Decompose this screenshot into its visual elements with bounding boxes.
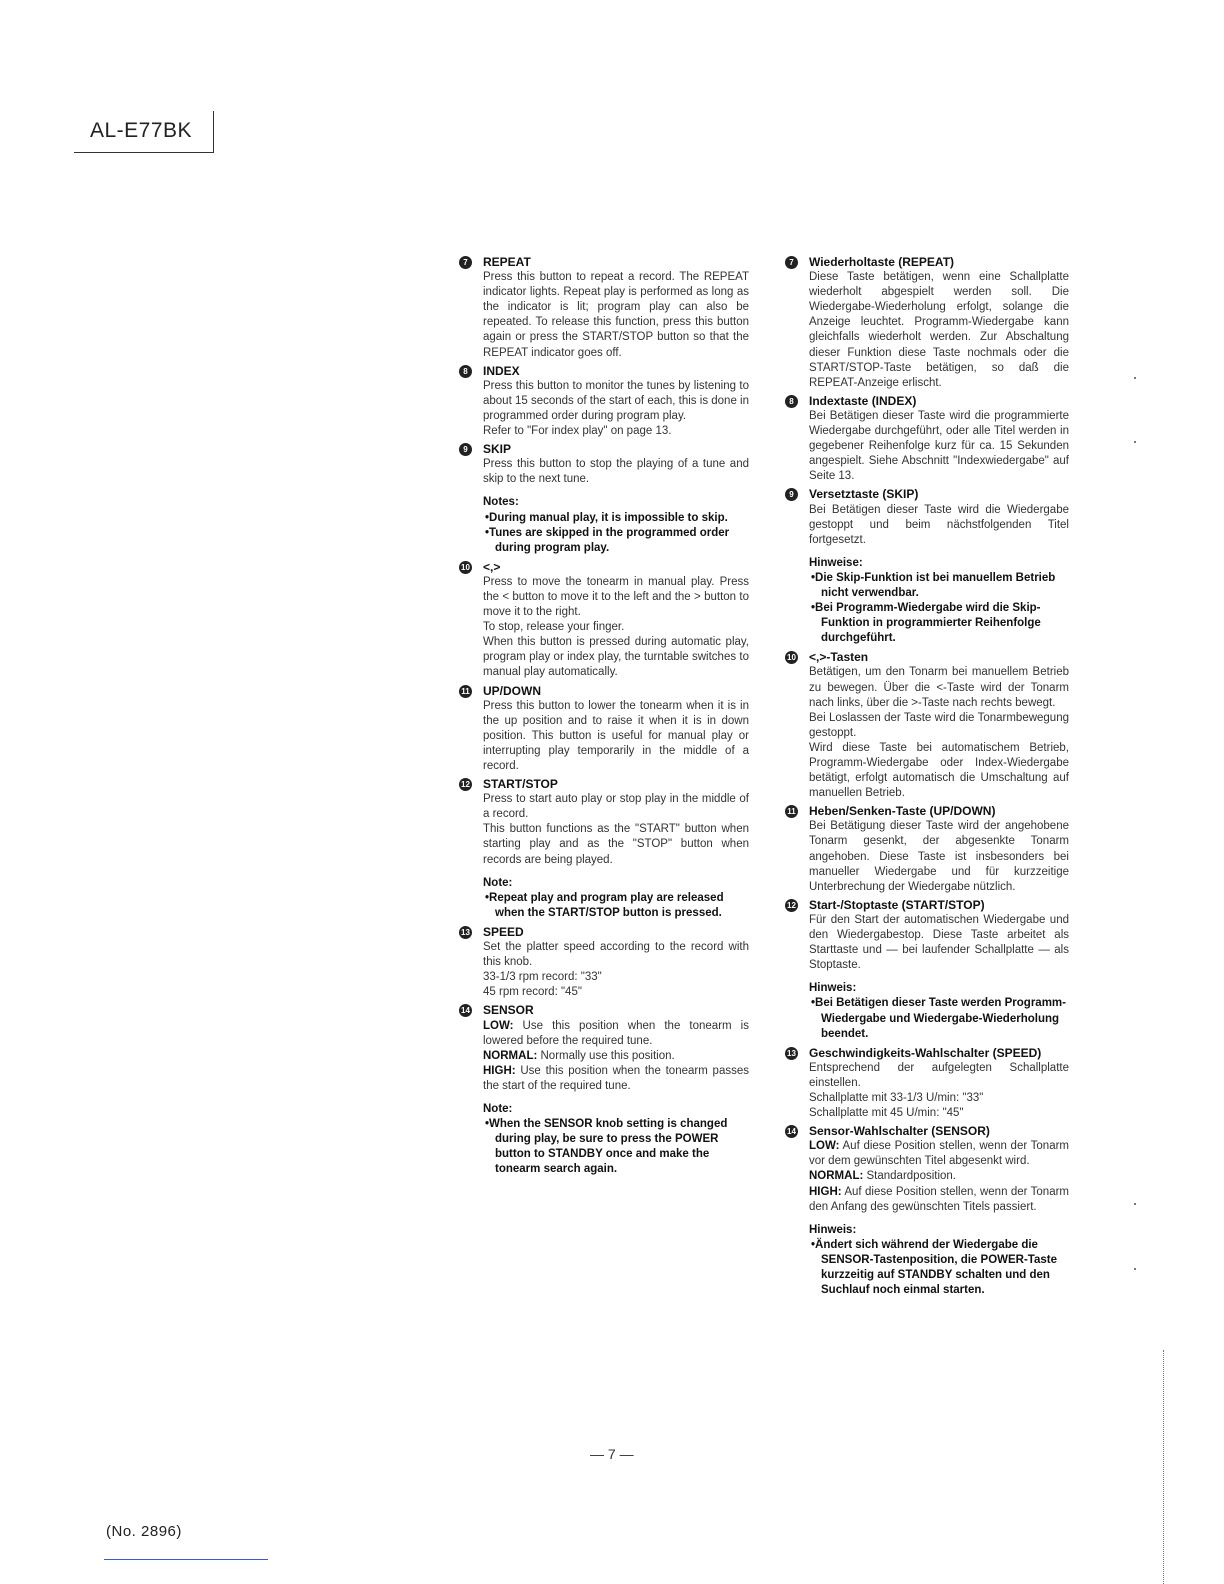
section-9 (785, 487, 1069, 646)
paragraph: When this button is pressed during automatic play, program play or index play, the turntable switches to manual play automatically. (483, 636, 749, 679)
position-key: NORMAL: (809, 1170, 864, 1183)
section-11 (459, 684, 749, 775)
paragraph: Wird diese Taste bei automatischem Betrieb, Programm-Wiedergabe oder Index-Wiedergabe betätigt, erfolgt automatisch die Umschaltung auf manuellen Betrieb. (809, 741, 1069, 800)
note-item: • Tunes are skipped in the programmed order during program play. (483, 526, 749, 556)
model-rule-line (74, 152, 214, 153)
position-key: NORMAL: (483, 1049, 538, 1062)
model-tick-line (213, 111, 214, 153)
paragraph: Press this button to repeat a record. The REPEAT indicator lights. Repeat play is performed as long as the indicator is lit; program play can also be repeated. To release this function, press this button again or press the START/STOP button so that the REPEAT indicator goes off. (483, 271, 749, 359)
notes-block (483, 876, 749, 921)
position-key: HIGH: (809, 1185, 842, 1198)
item-number-badge: 14 (459, 1004, 472, 1017)
section-title: Wiederholtaste (REPEAT) (809, 255, 955, 269)
scan-speck (1134, 377, 1136, 379)
section-body (483, 699, 749, 774)
section-body (809, 1061, 1069, 1121)
section-12 (459, 777, 749, 921)
notes-block (809, 981, 1069, 1041)
section-body (809, 913, 1069, 973)
note-item: • Bei Programm-Wiedergabe wird die Skip-Funktion in programmierter Reihenfolge durchgeführt. (809, 601, 1069, 646)
section-11 (785, 804, 1069, 895)
scan-edge (1163, 1350, 1165, 1584)
section-title: Versetztaste (SKIP) (809, 487, 919, 502)
section-body (483, 379, 749, 439)
section-title: Start-/Stoptaste (START/STOP) (809, 897, 985, 912)
paragraph: 45 rpm record: "45" (483, 986, 582, 999)
section-7 (459, 255, 749, 361)
section-title: Geschwindigkeits-Wahlschalter (SPEED) (809, 1045, 1042, 1060)
section-7 (785, 255, 1069, 391)
item-number-badge: 10 (785, 651, 798, 664)
section-10 (459, 560, 749, 681)
section-body (809, 409, 1069, 484)
position-definition (483, 1019, 749, 1049)
position-definition (483, 1049, 749, 1064)
item-number-badge: 8 (459, 365, 472, 378)
scan-speck (1134, 1268, 1136, 1270)
note-item: • When the SENSOR knob setting is changed during play, be sure to press the POWER button to STANDBY once and make the tonearm search again. (483, 1117, 749, 1177)
notes-heading: Note: (483, 876, 513, 889)
item-number-badge: 7 (785, 256, 798, 269)
item-number-badge: 13 (459, 926, 472, 939)
position-text: Use this position when the tonearm passes the start of the required tune. (483, 1064, 749, 1092)
item-number-badge: 14 (785, 1125, 798, 1138)
section-12 (785, 898, 1069, 1042)
section-body (809, 503, 1069, 548)
notes-heading: Note: (483, 1102, 513, 1115)
section-13 (459, 925, 749, 1000)
paragraph: Entsprechend der aufgelegten Schallplatte einstellen. (809, 1061, 1069, 1089)
section-body (809, 1139, 1069, 1214)
notes-block (809, 556, 1069, 647)
paragraph: Set the platter speed according to the record with this knob. (483, 941, 749, 969)
item-number-badge: 9 (459, 443, 472, 456)
paragraph: Für den Start der automatischen Wiedergabe und den Wiedergabestop. Diese Taste arbeitet als Starttaste und — bei laufender Schallplatte — als Stoptaste. (809, 913, 1069, 972)
item-number-badge: 12 (459, 778, 472, 791)
item-number-badge: 11 (785, 805, 798, 818)
section-title: INDEX (483, 363, 520, 378)
german-column (785, 255, 1069, 1302)
position-definition (809, 1185, 1069, 1215)
document-number: (No. 2896) (106, 1523, 182, 1540)
notes-block (483, 1102, 749, 1177)
model-number: AL-E77BK (90, 119, 193, 142)
section-14 (459, 1003, 749, 1177)
position-text: Auf diese Position stellen, wenn der Tonarm vor dem gewünschten Titel abgesenkt wird. (809, 1140, 1070, 1168)
paragraph: Bei Betätigen dieser Taste wird die Wiedergabe gestoppt und beim nächstfolgenden Titel fortgesetzt. (809, 503, 1069, 546)
section-body (483, 940, 749, 1000)
section-title: Indextaste (INDEX) (809, 393, 917, 408)
note-item: • Die Skip-Funktion ist bei manuellem Betrieb nicht verwendbar. (809, 571, 1069, 601)
section-8 (459, 364, 749, 439)
item-number-badge: 7 (459, 256, 472, 269)
section-body (483, 457, 749, 487)
paragraph: Press to start auto play or stop play in the middle of a record. (483, 793, 749, 821)
notes-heading: Hinweise: (809, 556, 863, 569)
paragraph: To stop, release your finger. (483, 621, 625, 634)
note-item: • During manual play, it is impossible to skip. (483, 511, 749, 526)
section-title: Heben/Senken-Taste (UP/DOWN) (809, 804, 996, 819)
section-body (483, 575, 749, 681)
position-definition (483, 1064, 749, 1094)
position-text: Use this position when the tonearm is lowered before the required tune. (483, 1019, 749, 1047)
section-14 (785, 1124, 1069, 1298)
section-13 (785, 1046, 1069, 1121)
scan-speck (1134, 441, 1136, 443)
paragraph: Press this button to monitor the tunes by listening to about 15 seconds of the start of each, this is done in programmed order during program play. (483, 379, 749, 422)
paragraph: Press this button to stop the playing of a tune and skip to the next tune. (483, 458, 749, 486)
page-number: — 7 — (590, 1446, 634, 1462)
position-key: LOW: (483, 1019, 514, 1032)
item-number-badge: 9 (785, 488, 798, 501)
section-body (483, 270, 749, 361)
paragraph: 33-1/3 rpm record: "33" (483, 971, 602, 984)
item-number-badge: 8 (785, 395, 798, 408)
item-number-badge: 10 (459, 561, 472, 574)
paragraph: Press this button to lower the tonearm when it is in the up position and to raise it when it is in down position. This button is useful for manual play or interrupting play temporarily in the middle of a record. (483, 699, 749, 772)
section-title: SPEED (483, 924, 524, 939)
paragraph: Bei Loslassen der Taste wird die Tonarmbewegung gestoppt. (809, 711, 1069, 739)
position-text: Normally use this position. (540, 1049, 675, 1062)
section-10 (785, 650, 1069, 801)
notes-heading: Hinweis: (809, 1223, 857, 1236)
position-definition (809, 1139, 1069, 1169)
section-9 (459, 442, 749, 556)
note-item: • Ändert sich während der Wiedergabe die SENSOR-Tastenposition, die POWER-Taste kurzzeitig auf STANDBY schalten und den Suchlauf noch einmal starten. (809, 1238, 1069, 1298)
section-8 (785, 394, 1069, 485)
document-number-underline (104, 1559, 268, 1560)
section-title: SENSOR (483, 1003, 534, 1018)
position-definition (809, 1169, 1069, 1184)
position-text: Standardposition. (866, 1170, 957, 1183)
section-title: <,>-Tasten (809, 650, 869, 665)
paragraph: Schallplatte mit 33-1/3 U/min: "33" (809, 1091, 984, 1104)
section-body (483, 1019, 749, 1094)
notes-block (483, 495, 749, 555)
section-title: START/STOP (483, 777, 558, 792)
note-item: • Bei Betätigen dieser Taste werden Programm-Wiedergabe und Wiedergabe-Wiederholung beendet. (809, 996, 1069, 1041)
section-body (483, 792, 749, 867)
item-number-badge: 12 (785, 899, 798, 912)
section-title: UP/DOWN (483, 683, 541, 698)
paragraph: Bei Betätigen dieser Taste wird die programmierte Wiedergabe durchgeführt, oder alle Titel werden in gegebener Reihenfolge kurz für ca. 15 Sekunden angespielt. Siehe Abschnitt "Indexwiedergabe" auf Seite 13. (809, 409, 1069, 483)
item-number-badge: 11 (459, 685, 472, 698)
section-title: REPEAT (483, 255, 531, 269)
paragraph: Diese Taste betätigen, wenn eine Schallplatte wiederholt abgespielt werden soll. Die Wiedergabe-Wiederholung erfolgt, solange die Anzeige leuchtet. Programm-Wiedergabe kann gleichfalls wiederholt werden. Zur Abschaltung dieser Funktion diese Taste nochmals oder die START/STOP-Taste betätigen, so daß die REPEAT-Anzeige erlischt. (809, 271, 1069, 389)
note-item: • Repeat play and program play are released when the START/STOP button is pressed. (483, 891, 749, 921)
section-title: <,> (483, 559, 501, 574)
position-key: HIGH: (483, 1064, 516, 1077)
section-body (809, 819, 1069, 894)
position-text: Auf diese Position stellen, wenn der Tonarm den Anfang des gewünschten Titels passiert. (809, 1185, 1069, 1213)
item-number-badge: 13 (785, 1047, 798, 1060)
paragraph: This button functions as the "START" button when starting play and as the "STOP" button when records are being played. (483, 823, 749, 866)
section-title: SKIP (483, 442, 512, 457)
scan-speck (1134, 1203, 1136, 1205)
section-body (809, 270, 1069, 391)
notes-heading: Notes: (483, 496, 519, 509)
notes-heading: Hinweis: (809, 982, 857, 995)
paragraph: Schallplatte mit 45 U/min: "45" (809, 1107, 964, 1120)
paragraph: Betätigen, um den Tonarm bei manuellem Betrieb zu bewegen. Über die <-Taste wird der Tonarm nach links, über die >-Taste nach rechts bewegt. (809, 666, 1069, 709)
section-title: Sensor-Wahlschalter (SENSOR) (809, 1124, 990, 1139)
english-column (459, 255, 749, 1181)
notes-block (809, 1223, 1069, 1298)
position-key: LOW: (809, 1140, 840, 1153)
paragraph: Press to move the tonearm in manual play. Press the < button to move it to the left and the > button to move it to the right. (483, 575, 749, 619)
paragraph: Refer to "For index play" on page 13. (483, 425, 672, 438)
paragraph: Bei Betätigung dieser Taste wird der angehobene Tonarm gesenkt, der abgesenkte Tonarm angehoben. Diese Taste ist insbesonders bei manueller Wiedergabe und für kurzzeitige Unterbrechung der Wiedergabe nützlich. (809, 820, 1069, 893)
section-body (809, 665, 1069, 801)
